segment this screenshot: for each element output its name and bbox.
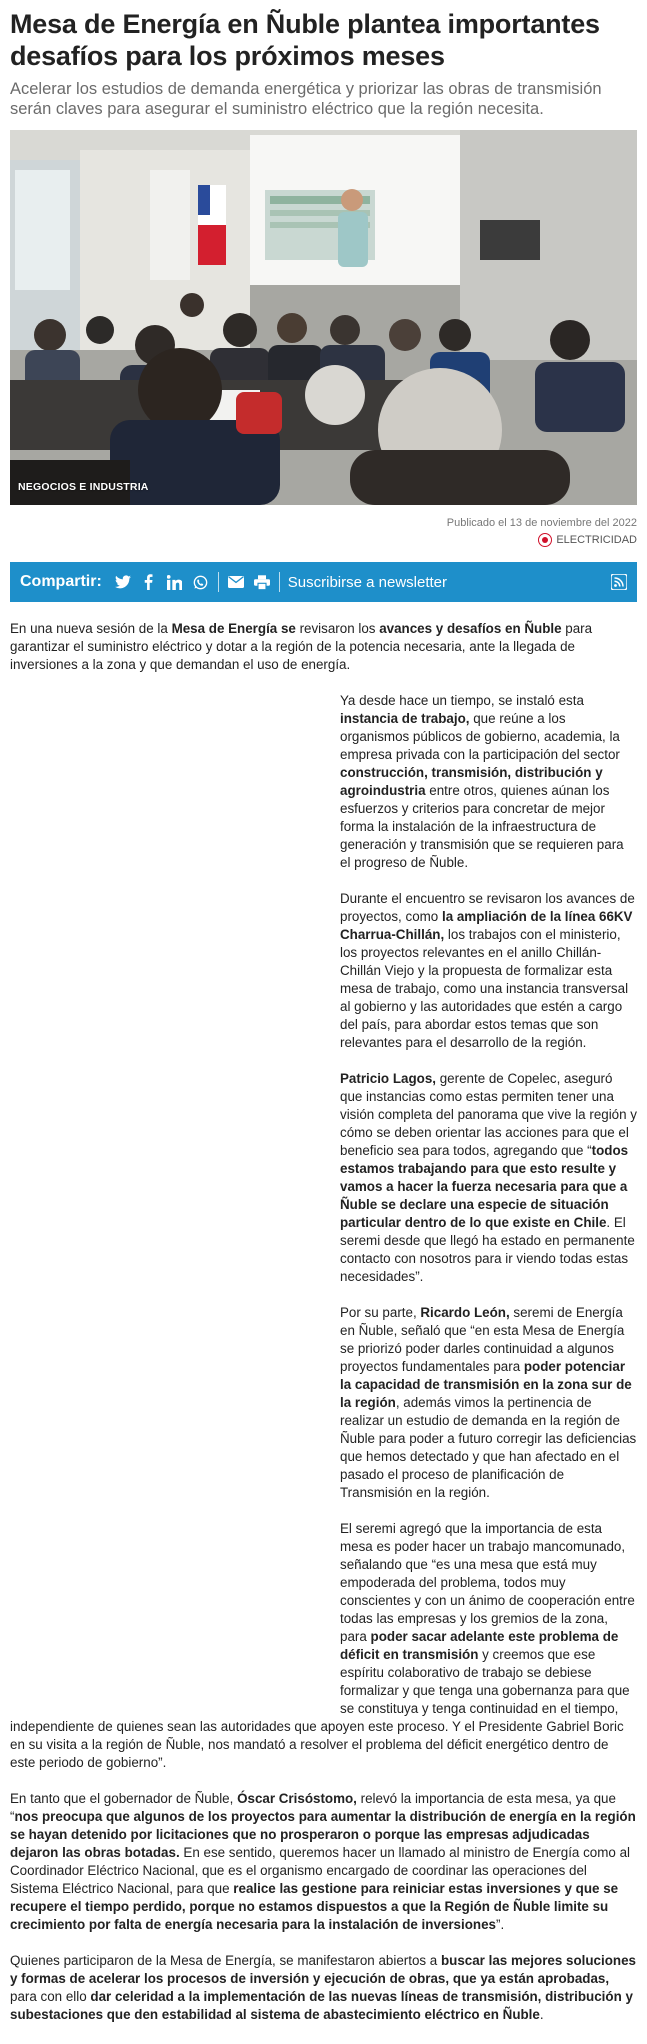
- paragraph-1: [10, 620, 637, 674]
- facebook-icon[interactable]: [140, 573, 158, 591]
- bold-text: poder sacar adelante este problema de déficit en transmisión: [340, 1629, 619, 1662]
- bold-text: Óscar Crisóstomo,: [237, 1791, 357, 1806]
- paragraph-7: [10, 1790, 637, 1934]
- tool-icons: [227, 573, 271, 591]
- text-run: En tanto que el gobernador de Ñuble,: [10, 1791, 238, 1806]
- paragraph-8: [10, 1952, 637, 2024]
- text-run: y creemos que ese espíritu colaborativo de trabajo se debiese formalizar y que tenga una gobernanza para que se constituya y tenga continuidad en el tiempo, independiente de quienes sean las autoridades que apoyen este proceso. Y el Presidente Gabriel Boric en su visita a la región de Ñuble, nos mandató a resolver el problema del déficit energético dentro de este periodo de gobierno”.: [10, 1647, 630, 1770]
- article-body: [10, 620, 637, 2024]
- publish-date: Publicado el 13 de noviembre del 2022: [446, 517, 637, 529]
- share-bar: [10, 562, 637, 602]
- share-label: Compartir:: [20, 573, 102, 590]
- text-run: relevó la importancia de esta mesa, ya que “: [10, 1791, 616, 1824]
- text-run: , además vimos la pertinencia de realizar un estudio de demanda en la región de Ñuble para poder a futuro corregir las deficiencias que hemos detectado y que han afectado en el pasado el proceso de planificación de Transmisión en la región.: [340, 1395, 637, 1500]
- text-run: seremi de Energía en Ñuble, señaló que “en esta Mesa de Energía se priorizó poder darles continuidad a algunos proyectos fundamentales para: [340, 1305, 625, 1374]
- bold-text: buscar las mejores soluciones y formas de acelerar los procesos de inversión y ejecución de obras, que ya están aprobadas,: [10, 1953, 636, 1986]
- category-target-icon: [538, 533, 552, 547]
- hero-image: [10, 130, 637, 505]
- text-run: . El seremi desde que llegó ha estado en permanente contacto con nosotros para ir viendo todas estas necesidades”.: [340, 1215, 635, 1284]
- bold-text: Mesa de Energía se: [171, 621, 296, 636]
- empty-column: [10, 692, 340, 1710]
- bold-text: instancia de trabajo,: [340, 711, 470, 726]
- twitter-icon[interactable]: [114, 573, 132, 591]
- text-run: gerente de Copelec, aseguró que instancias como estas permiten tener una visión completa del panorama que vive la región y cómo se deben orientar las acciones para que el beneficio sea para todos, agregando que “: [340, 1071, 637, 1158]
- text-run: entre otros, quienes aúnan los esfuerzos y criterios para concretar de mejor forma la instalación de la infraestructura de generación y transmisión que se requieren para el progreso de Ñuble.: [340, 783, 624, 870]
- category-label[interactable]: ELECTRICIDAD: [556, 534, 637, 546]
- text-run: revisaron los: [295, 621, 380, 636]
- text-run: para garantizar el suministro eléctrico y dotar a la región de la potencia necesaria, ante la llegada de inversiones a la zona y que demandan el uso de energía.: [10, 621, 593, 672]
- linkedin-icon[interactable]: [166, 573, 184, 591]
- text-run: los trabajos con el ministerio, los proyectos relevantes en el anillo Chillán-Chillán Viejo y la propuesta de formalizar esta mesa de trabajo, como una instancia transversal al gobierno y las autoridades que estén a cargo del país, para abordar estos temas que son relevantes para el desarrollo de la región.: [340, 927, 629, 1050]
- divider: [279, 572, 280, 592]
- text-run: En ese sentido, queremos hacer un llamado al ministro de Energía como al Coordinador Eléctrico Nacional, que es el organismo encargado de coordinar las operaciones del Sistema Eléctrico Nacional, para que: [10, 1845, 630, 1896]
- bold-text: Patricio Lagos,: [340, 1071, 436, 1086]
- bold-text: nos preocupa que algunos de los proyectos para aumentar la distribución de energía en la región se hayan detenido por licitaciones que no prosperaron o porque las empresas adjudicadas dejaron las obras botadas.: [10, 1809, 636, 1860]
- text-run: Por su parte,: [340, 1305, 421, 1320]
- whatsapp-icon[interactable]: [192, 573, 210, 591]
- divider: [218, 572, 219, 592]
- meeting-room-photo: [10, 130, 637, 505]
- bold-text: avances y desafíos en Ñuble: [379, 621, 562, 636]
- text-run: ”.: [495, 1917, 505, 1932]
- text-run: Ya desde hace un tiempo, se instaló esta: [340, 693, 584, 708]
- bold-text: construcción, transmisión, distribución y agroindustria: [340, 765, 603, 798]
- text-run: Durante el encuentro se revisaron los avances de proyectos, como: [340, 891, 635, 924]
- category-link[interactable]: [538, 533, 637, 547]
- newsletter-link[interactable]: Suscribirse a newsletter: [287, 573, 448, 591]
- article-subtitle: Acelerar los estudios de demanda energética y priorizar las obras de transmisión serán claves para asegurar el suministro eléctrico que la región necesita.: [10, 80, 602, 118]
- share-icons: [114, 573, 210, 591]
- image-category-tag[interactable]: NEGOCIOS E INDUSTRIA: [18, 481, 149, 493]
- bold-text: Ricardo León,: [420, 1305, 510, 1320]
- text-run: que reúne a los organismos públicos de gobierno, academia, la empresa privada con la participación del sector: [340, 711, 620, 762]
- text-run: Quienes participaron de la Mesa de Energía, se manifestaron abiertos a: [10, 1953, 441, 1968]
- text-run: En una nueva sesión de la: [10, 621, 172, 636]
- email-icon[interactable]: [227, 573, 245, 591]
- bold-text: todos estamos trabajando para que esto resulte y vamos a hacer la fuerza necesaria para que a Ñuble se declare una especie de situación particular dentro de lo que existe en Chile: [340, 1143, 629, 1230]
- text-run: para con ello: [10, 1989, 91, 2004]
- article-title: Mesa de Energía en Ñuble plantea importantes desafíos para los próximos meses: [10, 9, 600, 71]
- text-run: El seremi agregó que la importancia de esta mesa es poder hacer un trabajo mancomunado, señalando que “es una mesa que está muy empoderada del problema, todos muy conscientes y con un ánimo de cooperación entre todas las empresas y los gremios de la zona, para: [340, 1521, 635, 1644]
- bold-text: dar celeridad a la implementación de las nuevas líneas de transmisión, distribución y subestaciones que den estabilidad al sistema de abastecimiento eléctrico en Ñuble: [10, 1989, 633, 2022]
- article-meta: [10, 517, 637, 548]
- bold-text: la ampliación de la línea 66KV Charrua-Chillán,: [340, 909, 633, 942]
- bold-text: poder potenciar la capacidad de transmisión en la zona sur de la región: [340, 1359, 632, 1410]
- print-icon[interactable]: [253, 573, 271, 591]
- bold-text: realice las gestione para reiniciar estas inversiones y que se recupere el tiempo perdido, porque no estamos dispuestos a que la Región de Ñuble limite su crecimiento por falta de energía necesaria para la instalación de inversiones: [10, 1881, 619, 1932]
- rss-icon[interactable]: [611, 574, 627, 590]
- text-run: .: [539, 2007, 544, 2022]
